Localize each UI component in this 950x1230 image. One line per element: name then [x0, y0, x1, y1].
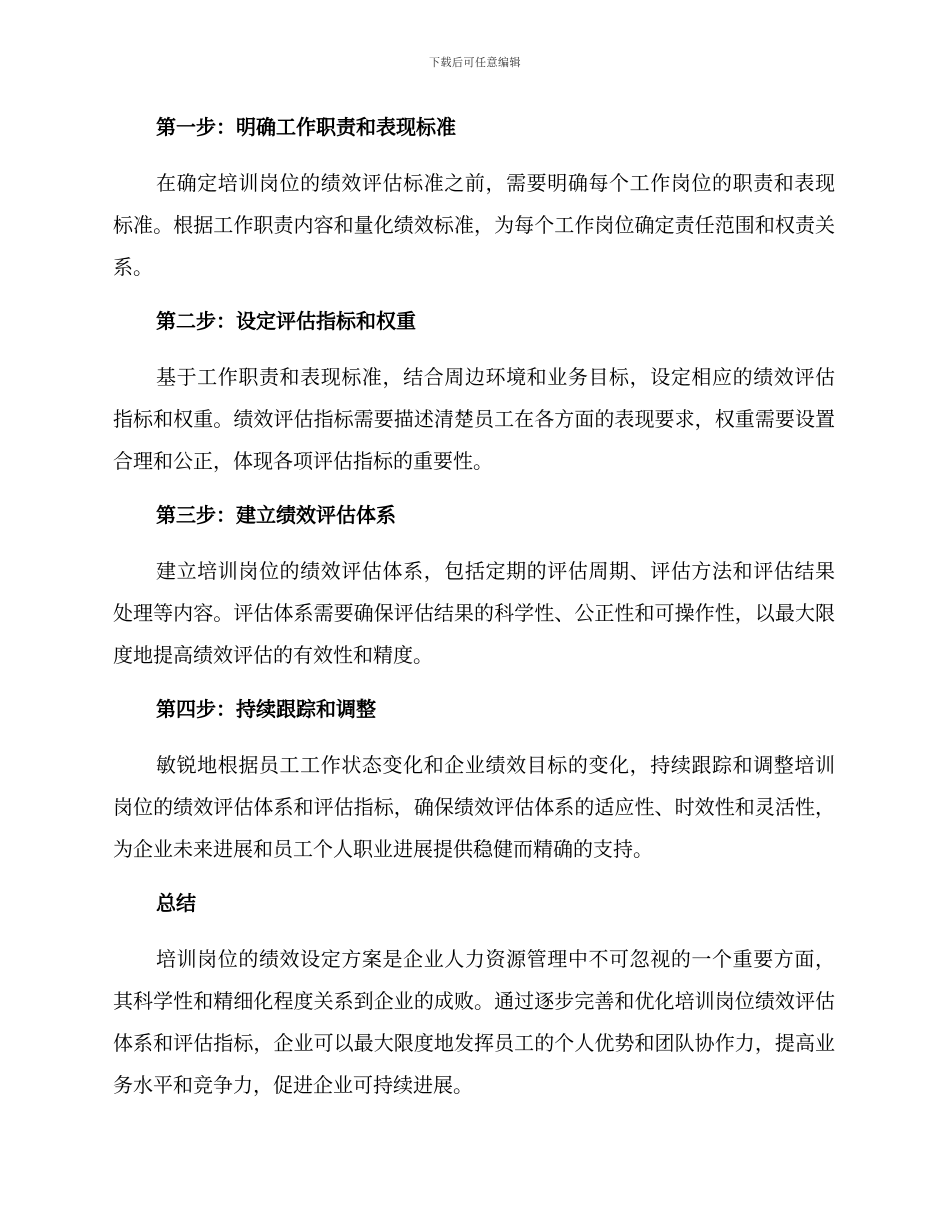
section-step-2	[113, 302, 835, 482]
section-step-3	[113, 496, 835, 676]
section-step-1	[113, 108, 835, 288]
section-heading: 第二步：设定评估指标和权重	[156, 309, 416, 333]
section-paragraph: 培训岗位的绩效设定方案是企业人力资源管理中不可忽视的一个重要方面，其科学性和精细化程度关系到企业的成败。通过逐步完善和优化培训岗位绩效评估体系和评估指标，企业可以最大限度地发挥员工的个人优势和团队协作力，提高业务水平和竞争力，促进企业可持续进展。	[113, 947, 835, 1097]
document-content	[113, 108, 835, 1120]
section-summary	[113, 884, 835, 1106]
section-heading: 总结	[156, 891, 196, 915]
section-heading: 第一步：明确工作职责和表现标准	[156, 115, 456, 139]
section-step-4	[113, 690, 835, 870]
header-note: 下载后可任意编辑	[429, 56, 521, 69]
section-paragraph: 基于工作职责和表现标准，结合周边环境和业务目标，设定相应的绩效评估指标和权重。绩效评估指标需要描述清楚员工在各方面的表现要求，权重需要设置合理和公正，体现各项评估指标的重要性。	[113, 365, 835, 473]
section-paragraph: 在确定培训岗位的绩效评估标准之前，需要明确每个工作岗位的职责和表现标准。根据工作职责内容和量化绩效标准，为每个工作岗位确定责任范围和权责关系。	[113, 171, 835, 279]
section-paragraph: 敏锐地根据员工工作状态变化和企业绩效目标的变化，持续跟踪和调整培训岗位的绩效评估体系和评估指标，确保绩效评估体系的适应性、时效性和灵活性，为企业未来进展和员工个人职业进展提供稳健而精确的支持。	[113, 753, 835, 861]
section-paragraph: 建立培训岗位的绩效评估体系，包括定期的评估周期、评估方法和评估结果处理等内容。评估体系需要确保评估结果的科学性、公正性和可操作性，以最大限度地提高绩效评估的有效性和精度。	[113, 559, 835, 667]
section-heading: 第三步：建立绩效评估体系	[156, 503, 396, 527]
section-heading: 第四步：持续跟踪和调整	[156, 697, 376, 721]
